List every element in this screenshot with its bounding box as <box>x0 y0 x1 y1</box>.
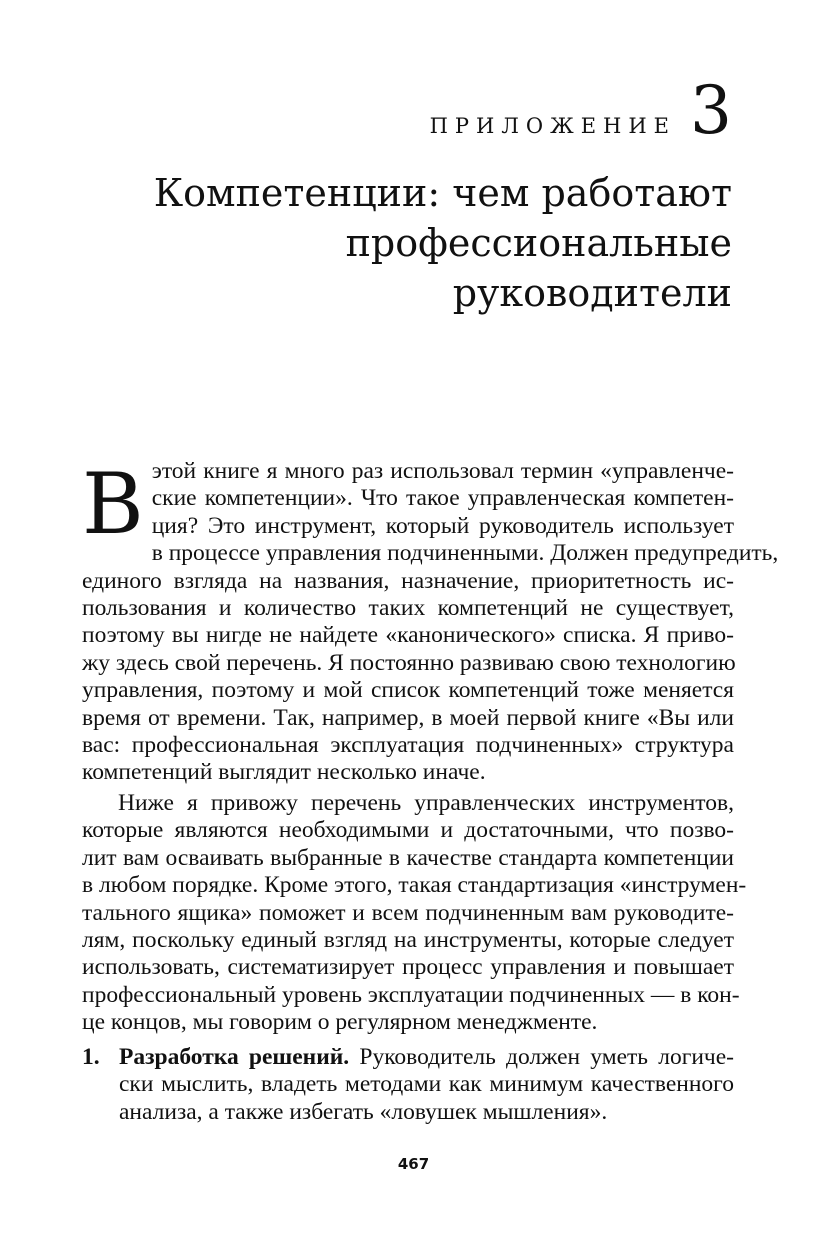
list-item-heading: Разработка решений. <box>119 1044 350 1070</box>
second-paragraph <box>82 789 747 1037</box>
chapter-title <box>72 168 732 318</box>
body-text <box>82 455 779 1037</box>
paragraph-line: це концов, мы говорим о регулярном менеджменте. <box>82 1009 598 1036</box>
appendix-word: ПРИЛОЖЕНИЕ <box>429 114 676 138</box>
paragraph-line: в любом порядке. Кроме этого, такая стандартизация «инструмен- <box>82 872 747 899</box>
intro-line: ция? Это инструмент, который руководитель использует <box>151 512 734 539</box>
competency-list <box>82 1044 734 1126</box>
paragraph-line: Ниже я привожу перечень управленческих инструментов, <box>118 789 734 816</box>
intro-line: пользования и количество таких компетенций не существует, <box>82 595 734 622</box>
paragraph-line: лит вам осваивать выбранные в качестве стандарта компетенции <box>82 844 734 871</box>
chapter-title-line-1: Компетенции: чем работают <box>153 171 732 215</box>
intro-line: время от времени. Так, например, в моей первой книге «Вы или <box>82 704 734 731</box>
intro-line: управления, поэтому и мой список компетенций тоже меняется <box>82 677 734 704</box>
intro-line: единого взгляда на названия, назначение, приоритетность ис- <box>82 567 734 594</box>
intro-line: этой книге я много раз использовал термин «управленче- <box>151 458 734 484</box>
chapter-title-line-2: профессиональные руководители <box>345 221 732 315</box>
paragraph-line: профессиональный уровень эксплуатации подчиненных — в кон- <box>82 981 740 1008</box>
list-item-line <box>119 1044 734 1071</box>
intro-line: в процессе управления подчиненными. Должен предупредить, <box>151 540 779 567</box>
list-item-line: анализа, а также избегать «ловушек мышления». <box>119 1098 608 1125</box>
intro-paragraph <box>82 455 779 787</box>
paragraph-line: которые являются необходимыми и достаточными, что позво- <box>82 817 734 844</box>
appendix-heading <box>429 72 732 149</box>
intro-line: компетенций выглядит несколько иначе. <box>82 759 486 786</box>
paragraph-line: лям, поскольку единый взгляд на инструменты, которые следует <box>82 926 734 953</box>
list-item-text: Руководитель должен уметь логиче- <box>349 1044 734 1070</box>
intro-line: поэтому вы нигде не найдете «канонического» списка. Я приво- <box>82 622 734 649</box>
page-number: 467 <box>397 1155 430 1173</box>
appendix-number: 3 <box>690 72 732 149</box>
list-item-line: ски мыслить, владеть методами как минимум качественного <box>119 1071 734 1098</box>
drop-cap: В <box>82 455 144 553</box>
intro-line: ские компетенции». Что такое управленческая компетен- <box>151 485 734 512</box>
list-item <box>82 1044 734 1126</box>
paragraph-line: использовать, систематизирует процесс управления и повышает <box>82 954 734 981</box>
intro-line: вас: профессиональная эксплуатация подчиненных» структура <box>82 732 734 759</box>
list-item-number: 1. <box>82 1044 100 1070</box>
intro-line: жу здесь свой перечень. Я постоянно развиваю свою технологию <box>82 649 736 676</box>
paragraph-line: тального ящика» поможет и всем подчиненным вам руководите- <box>82 899 734 926</box>
